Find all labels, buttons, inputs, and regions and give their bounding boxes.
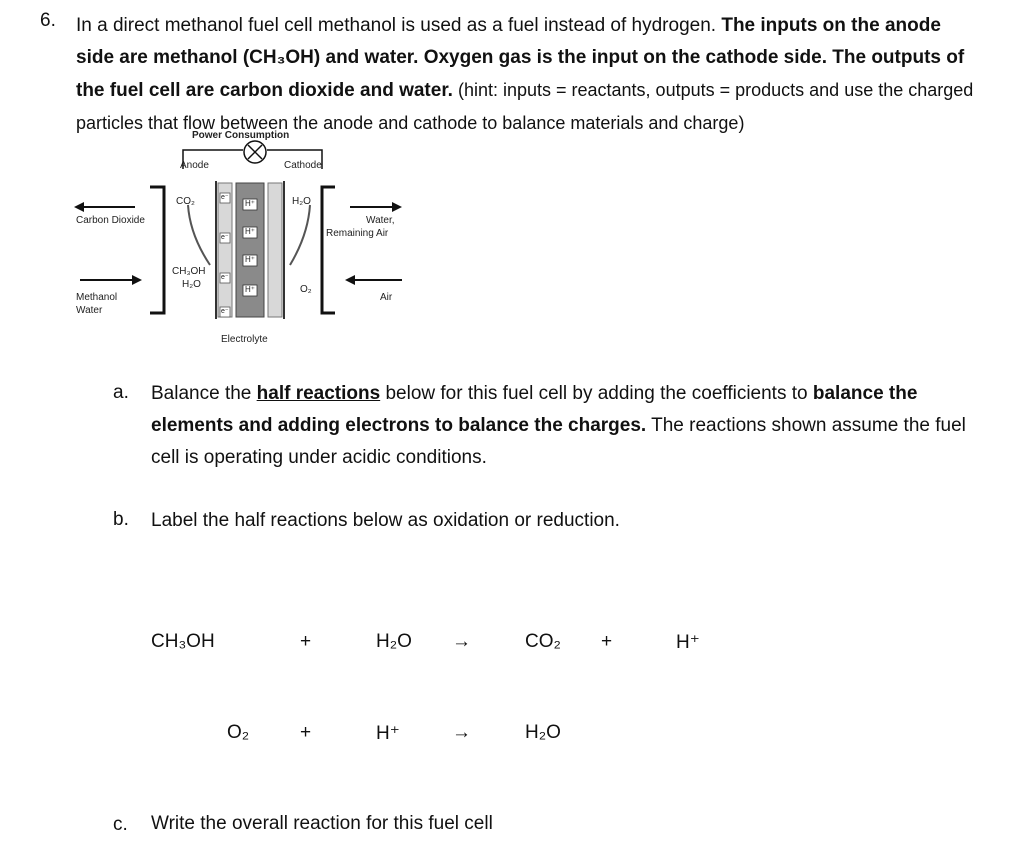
electrolyte-label: Electrolyte bbox=[221, 334, 268, 345]
rxn2-arrow: → bbox=[452, 722, 471, 743]
rxn1-co2: CO₂ bbox=[525, 631, 561, 652]
rxn2-oxygen: O₂ bbox=[227, 722, 250, 743]
carbon-dioxide-label: Carbon Dioxide bbox=[76, 215, 145, 226]
question-line1-bold: The inputs on the bbox=[721, 15, 880, 36]
water-label: Water bbox=[76, 305, 103, 316]
water-remaining-label: Water, bbox=[366, 215, 395, 226]
ch3oh-label: CH₃OH bbox=[172, 266, 206, 277]
proton-4: H⁺ bbox=[245, 285, 255, 294]
methanol-label: Methanol bbox=[76, 292, 118, 303]
h2o-top-label: H₂O bbox=[292, 196, 311, 207]
part-b-letter: b. bbox=[113, 509, 129, 530]
question-text bbox=[76, 10, 976, 140]
part-c-text: Write the overall reaction for this fuel cell bbox=[151, 813, 493, 834]
rxn1-proton: H⁺ bbox=[676, 632, 700, 653]
electron-4: e⁻ bbox=[221, 308, 229, 315]
rxn1-plus-2: + bbox=[601, 631, 613, 652]
proton-1: H⁺ bbox=[245, 199, 255, 208]
h2o-left-label: H₂O bbox=[182, 279, 201, 290]
rxn2-plus-1: + bbox=[300, 722, 312, 743]
part-a-t1: Balance the bbox=[151, 383, 257, 404]
o2-label: O₂ bbox=[300, 284, 312, 295]
remaining-air-label: Remaining Air bbox=[326, 228, 389, 239]
rxn1-water: H₂O bbox=[376, 631, 412, 652]
question-bold-block: anode side are methanol (CH₃OH) and water. Oxygen gas is the input on the cathode side. The outputs of the fuel cell are carbon dioxide and water. bbox=[76, 15, 965, 101]
rxn1-plus-1: + bbox=[300, 631, 312, 652]
air-label: Air bbox=[380, 292, 393, 303]
rxn2-proton: H⁺ bbox=[376, 723, 400, 744]
rxn2-water: H₂O bbox=[525, 722, 561, 743]
anode-label: Anode bbox=[180, 160, 209, 171]
part-c-letter: c. bbox=[113, 814, 128, 835]
part-a-t5: The reactions shown assume the fuel cell is operating under acidic conditions. bbox=[151, 415, 966, 468]
electron-1: e⁻ bbox=[221, 194, 229, 201]
question-line1: In a direct methanol fuel cell methanol is used as a fuel instead of hydrogen. bbox=[76, 15, 722, 36]
power-consumption-label: Power Consumption bbox=[192, 130, 290, 141]
fuel-cell-svg bbox=[60, 125, 420, 355]
cathode-label: Cathode bbox=[284, 160, 322, 171]
rxn1-methanol: CH₃OH bbox=[151, 631, 215, 652]
part-a-letter: a. bbox=[113, 382, 129, 403]
part-a-t3: below for this fuel cell by adding the coefficients to bbox=[380, 383, 813, 404]
part-b-text: Label the half reactions below as oxidation or reduction. bbox=[151, 510, 620, 531]
fuel-cell-diagram bbox=[60, 125, 420, 355]
electron-3: e⁻ bbox=[221, 274, 229, 281]
question-hint: (hint: inputs = reactants, outputs = products and use the charged particles that flow between the anode and cathode to balance materials and charge) bbox=[76, 80, 974, 133]
proton-2: H⁺ bbox=[245, 227, 255, 236]
rxn1-arrow: → bbox=[452, 631, 471, 652]
proton-3: H⁺ bbox=[245, 255, 255, 264]
part-a-t4: balance the elements and adding electrons to balance the charges. bbox=[151, 383, 918, 436]
part-a-half-reactions: half reactions bbox=[256, 383, 381, 404]
part-a-text bbox=[151, 378, 971, 474]
electron-2: e⁻ bbox=[221, 234, 229, 241]
question-number: 6. bbox=[40, 10, 56, 31]
co2-label: CO₂ bbox=[176, 196, 195, 207]
